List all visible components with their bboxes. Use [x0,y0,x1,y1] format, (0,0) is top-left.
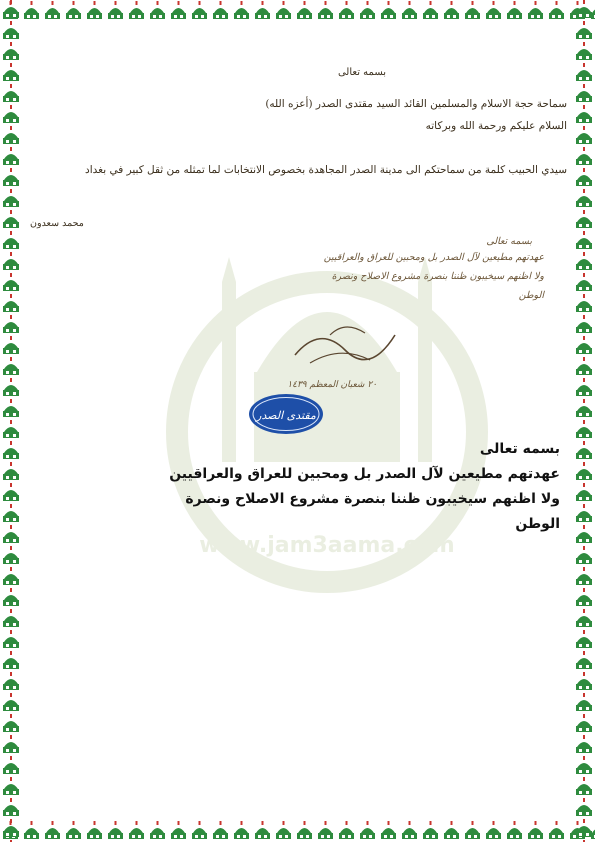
seal-stamp-icon [247,392,325,436]
border-bottom-pattern [0,820,595,842]
watermark-url: www.jam3aama.com [199,533,455,558]
transcript [52,437,560,537]
letter-body: سيدي الحبيب كلمة من سماحتكم الى مدينة الصدر المجاهدة بخصوص الانتخابات لما تمثله من ثقل كبير في بغداد [85,164,567,176]
handwritten-date: ٢٠ شعبان المعظم ١٤٣٩ [287,380,377,390]
letter-greeting: السلام عليكم ورحمة الله وبركاته [425,120,567,132]
transcript-line: ولا اظنهم سيخيبون ظننا بنصرة مشروع الاصلاح ونصرة [185,491,560,507]
letter-addressee: سماحة حجة الاسلام والمسلمين القائد السيد مقتدى الصدر (أعزه الله) [265,98,567,110]
letter-basmala: بسمه تعالى [337,67,387,78]
transcript-line: عهدتهم مطيعين لآل الصدر بل ومحبين للعراق والعراقيين [169,466,560,482]
handwritten-signature-icon [290,315,400,375]
mosque-pattern-icon [0,820,595,842]
mosque-pattern-icon [0,0,22,842]
handwritten-line: الوطن [518,290,544,301]
border-left-pattern [0,0,22,842]
letter-page [22,22,573,820]
mosque-pattern-icon [0,0,595,22]
border-top-pattern [0,0,595,22]
stamp-text: مقتدى الصدر [256,409,316,422]
transcript-line: الوطن [515,516,560,532]
border-right-pattern [573,0,595,842]
transcript-line: بسمه تعالى [479,441,560,457]
handwritten-line: عهدتهم مطيعين لآل الصدر بل ومحبين للعراق والعراقيين [323,252,544,263]
mosque-pattern-icon [573,0,595,842]
handwritten-line: ولا اظنهم سيخيبون ظننا بنصرة مشروع الاصلاح ونصرة [331,271,544,282]
letter-sender: محمد سعدون [30,218,84,229]
handwritten-reply [262,230,562,400]
handwritten-line: بسمه تعالى [486,236,532,247]
